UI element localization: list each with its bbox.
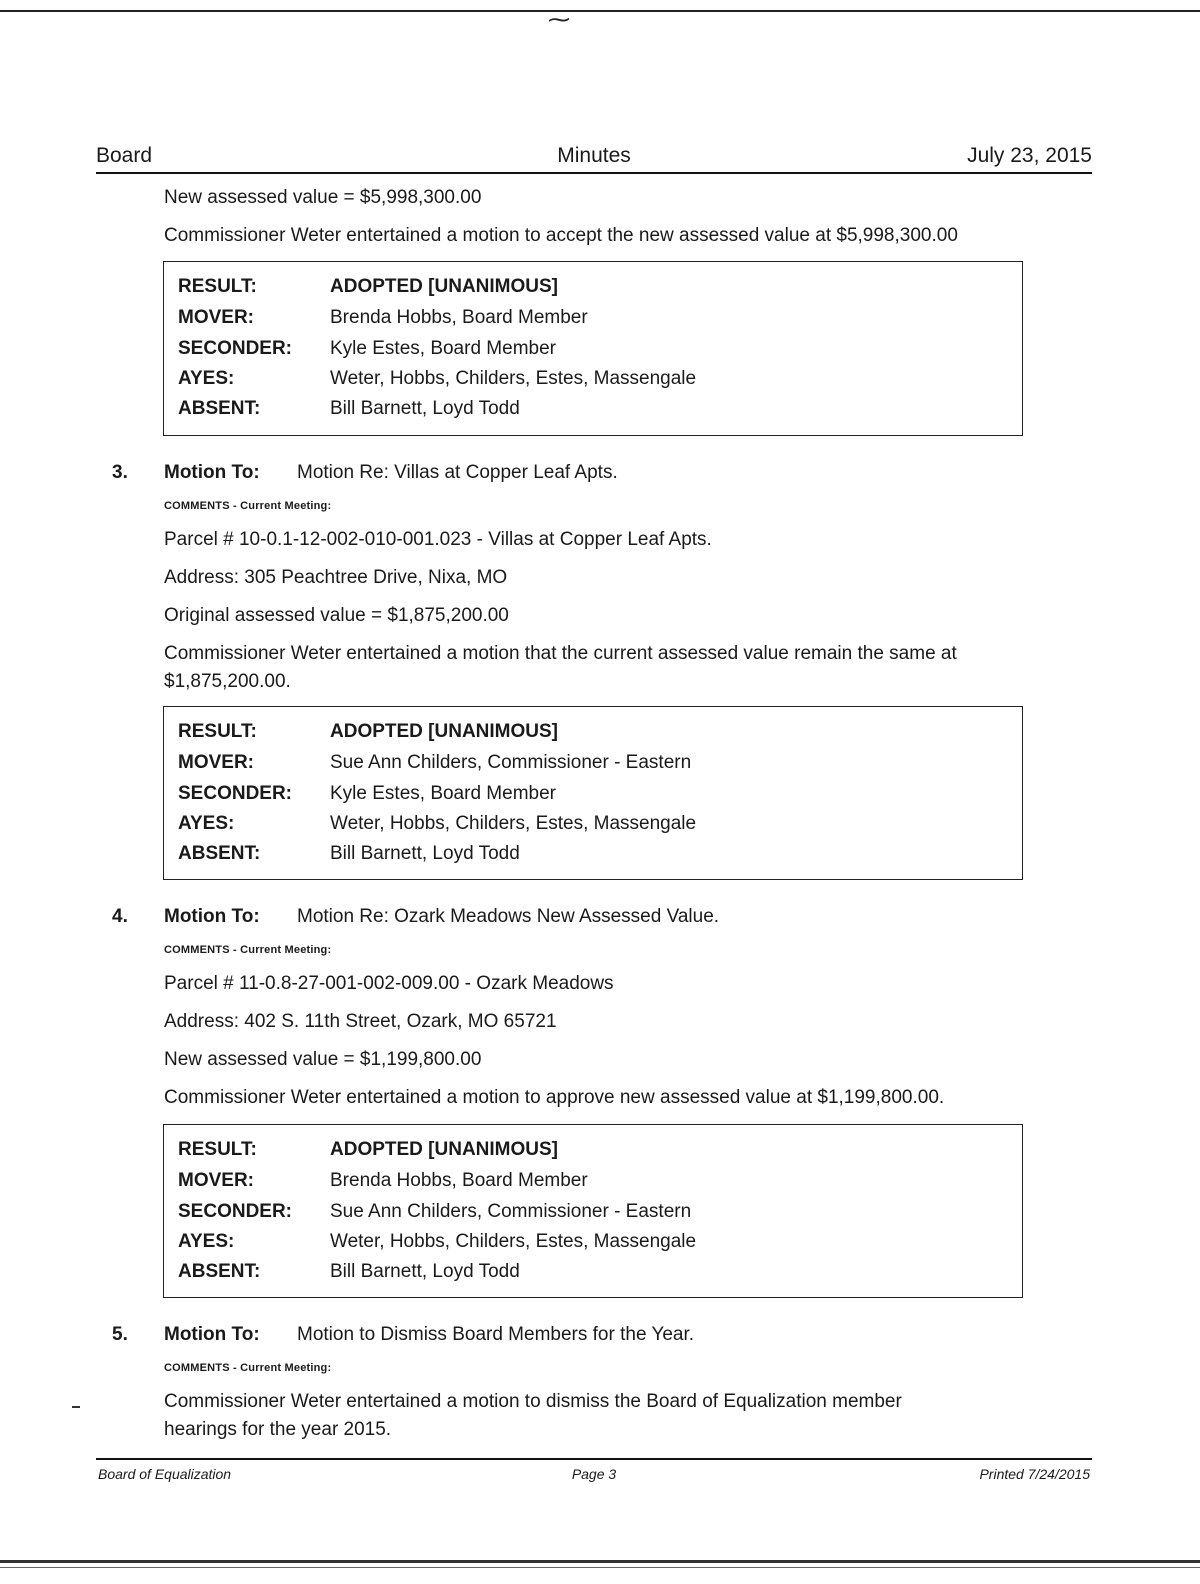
vote-label: RESULT: <box>178 721 257 742</box>
vote-label: MOVER: <box>178 307 254 328</box>
vote-seconder: Sue Ann Childers, Commissioner - Eastern <box>330 1201 692 1222</box>
item4-motion-title: Motion Re: Ozark Meadows New Assessed Value. <box>297 906 720 927</box>
item3-motion-line1: Commissioner Weter entertained a motion that the current assessed value remain the same at <box>164 643 957 664</box>
item3-original-value: Original assessed value = $1,875,200.00 <box>164 605 509 626</box>
scan-edge-bottom <box>0 1567 1200 1568</box>
item3-motion-label: Motion To: <box>164 462 260 483</box>
item3-motion-title: Motion Re: Villas at Copper Leaf Apts. <box>297 462 618 483</box>
vote-ayes: Weter, Hobbs, Childers, Estes, Massengale <box>330 368 697 389</box>
item3-motion-line2: $1,875,200.00. <box>164 671 291 692</box>
item4-parcel: Parcel # 11-0.8-27-001-002-009.00 - Ozark Meadows <box>164 973 614 994</box>
vote-label: RESULT: <box>178 276 257 297</box>
vote-label: AYES: <box>178 1231 235 1252</box>
item3-comments-label: COMMENTS - Current Meeting: <box>164 500 332 512</box>
item4-motion: Commissioner Weter entertained a motion to approve new assessed value at $1,199,800.00. <box>164 1087 945 1108</box>
item2-motion: Commissioner Weter entertained a motion to accept the new assessed value at $5,998,300.00 <box>164 225 958 246</box>
footer-page: Page 3 <box>571 1466 617 1482</box>
vote-ayes: Weter, Hobbs, Childers, Estes, Massengale <box>330 1231 697 1252</box>
item5-comments-label: COMMENTS - Current Meeting: <box>164 1362 332 1374</box>
scan-edge-top <box>0 10 1200 12</box>
vote-label: AYES: <box>178 368 235 389</box>
vote-seconder: Kyle Estes, Board Member <box>330 783 556 804</box>
item2-new-value: New assessed value = $5,998,300.00 <box>164 187 482 208</box>
item4-address: Address: 402 S. 11th Street, Ozark, MO 65721 <box>164 1011 557 1032</box>
item4-motion-label: Motion To: <box>164 906 260 927</box>
vote-label: SECONDER: <box>178 338 293 359</box>
vote-label: ABSENT: <box>178 398 261 419</box>
vote-result: ADOPTED [UNANIMOUS] <box>330 1139 558 1160</box>
vote-mover: Sue Ann Childers, Commissioner - Eastern <box>330 752 692 773</box>
item4-comments-label: COMMENTS - Current Meeting: <box>164 944 332 956</box>
item4-number: 4. <box>112 906 128 927</box>
vote-label: AYES: <box>178 813 235 834</box>
header-left: Board <box>96 144 153 167</box>
page-footer <box>96 1466 1092 1488</box>
vote-mover: Brenda Hobbs, Board Member <box>330 307 588 328</box>
header-center: Minutes <box>557 144 631 167</box>
item5-motion-line2: hearings for the year 2015. <box>164 1419 392 1440</box>
vote-label: ABSENT: <box>178 843 261 864</box>
item5-number: 5. <box>112 1324 128 1345</box>
vote-box-item3 <box>163 706 1023 880</box>
vote-result: ADOPTED [UNANIMOUS] <box>330 276 558 297</box>
item5-motion-line1: Commissioner Weter entertained a motion to dismiss the Board of Equalization member <box>164 1391 902 1412</box>
vote-absent: Bill Barnett, Loyd Todd <box>330 398 520 419</box>
vote-label: MOVER: <box>178 752 254 773</box>
vote-seconder: Kyle Estes, Board Member <box>330 338 556 359</box>
footer-rule <box>96 1458 1092 1460</box>
vote-label: SECONDER: <box>178 783 293 804</box>
item4-new-value: New assessed value = $1,199,800.00 <box>164 1049 482 1070</box>
header-date: July 23, 2015 <box>967 144 1092 167</box>
item3-parcel: Parcel # 10-0.1-12-002-010-001.023 - Villas at Copper Leaf Apts. <box>164 529 712 550</box>
vote-label: MOVER: <box>178 1170 254 1191</box>
item3-number: 3. <box>112 462 128 483</box>
footer-left: Board of Equalization <box>98 1466 232 1482</box>
vote-box-item2 <box>163 261 1023 436</box>
item5-motion-title: Motion to Dismiss Board Members for the Year. <box>297 1324 695 1345</box>
page-header <box>96 142 1092 172</box>
margin-mark <box>72 1406 80 1408</box>
header-rule <box>96 172 1092 174</box>
vote-absent: Bill Barnett, Loyd Todd <box>330 843 520 864</box>
footer-printed: Printed 7/24/2015 <box>979 1466 1090 1482</box>
scan-edge-bottom <box>0 1560 1200 1563</box>
item5-motion-label: Motion To: <box>164 1324 260 1345</box>
vote-result: ADOPTED [UNANIMOUS] <box>330 721 558 742</box>
vote-label: RESULT: <box>178 1139 257 1160</box>
vote-label: ABSENT: <box>178 1261 261 1282</box>
item3-address: Address: 305 Peachtree Drive, Nixa, MO <box>164 567 508 588</box>
vote-box-item4 <box>163 1124 1023 1298</box>
scan-mark: ⁓ <box>548 8 570 33</box>
vote-label: SECONDER: <box>178 1201 293 1222</box>
vote-absent: Bill Barnett, Loyd Todd <box>330 1261 520 1282</box>
vote-ayes: Weter, Hobbs, Childers, Estes, Massengale <box>330 813 697 834</box>
vote-mover: Brenda Hobbs, Board Member <box>330 1170 588 1191</box>
